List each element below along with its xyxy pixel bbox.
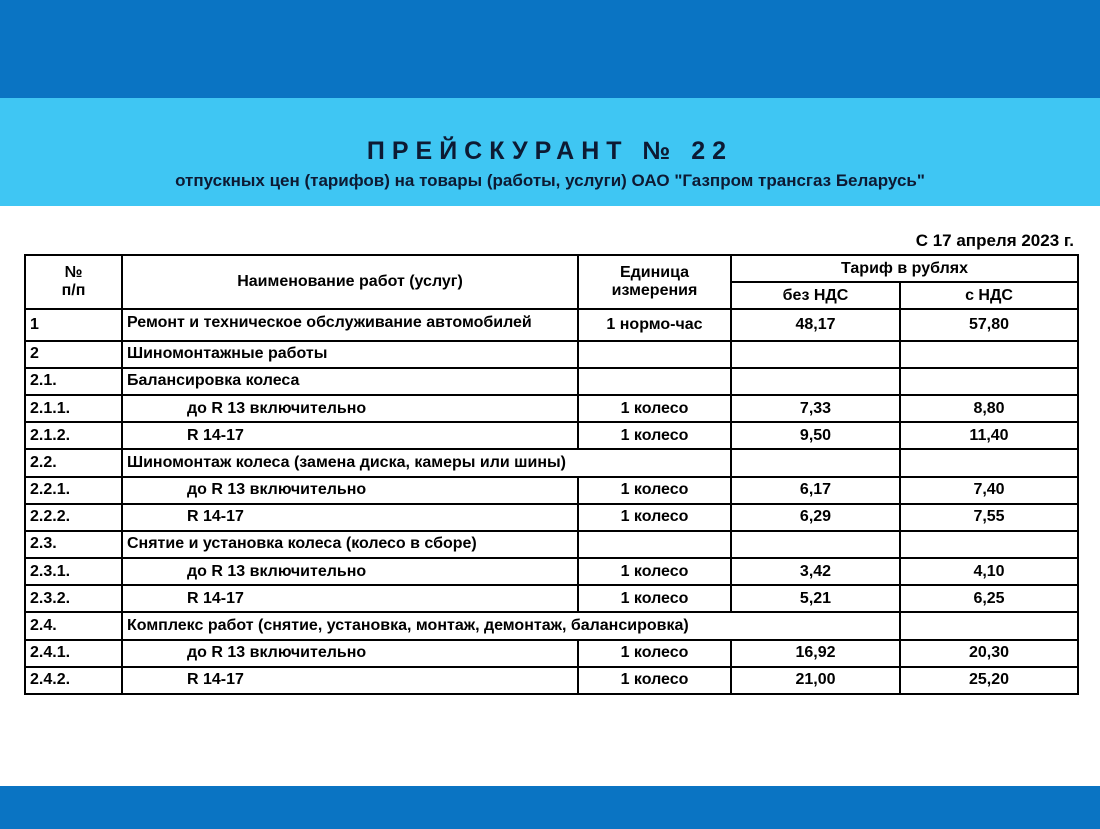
- column-header-unit-line2: измерения: [611, 282, 698, 300]
- row-unit: [578, 531, 731, 558]
- row-unit: [578, 368, 731, 395]
- column-header-number-line2: п/п: [61, 282, 86, 300]
- row-unit: [578, 341, 731, 368]
- row-price-vat: 11,40: [900, 422, 1078, 449]
- row-price-vat: 4,10: [900, 558, 1078, 585]
- row-number: 2.3.: [25, 531, 122, 558]
- column-header-no-vat: без НДС: [731, 282, 900, 309]
- row-number: 2.1.1.: [25, 395, 122, 422]
- row-price-no-vat: [731, 531, 900, 558]
- top-color-band: [0, 0, 1100, 98]
- row-number: 2.2.1.: [25, 477, 122, 504]
- table-row: [25, 667, 1078, 694]
- row-name: Балансировка колеса: [122, 368, 578, 395]
- row-name: R 14-17: [122, 422, 578, 449]
- row-price-vat: 6,25: [900, 585, 1078, 612]
- row-price-vat: [900, 449, 1078, 476]
- row-price-no-vat: 21,00: [731, 667, 900, 694]
- row-unit: 1 нормо-час: [578, 309, 731, 340]
- row-price-vat: 25,20: [900, 667, 1078, 694]
- row-unit: 1 колесо: [578, 504, 731, 531]
- page-subtitle: отпускных цен (тарифов) на товары (работы, услуги) ОАО "Газпром трансгаз Беларусь": [175, 171, 925, 190]
- row-unit: 1 колесо: [578, 640, 731, 667]
- row-price-vat: [900, 531, 1078, 558]
- row-number: 2.4.2.: [25, 667, 122, 694]
- column-header-unit: [578, 255, 731, 309]
- row-price-vat: 57,80: [900, 309, 1078, 340]
- row-number: 2.2.: [25, 449, 122, 476]
- bottom-color-band: [0, 786, 1100, 829]
- row-price-vat: [900, 612, 1078, 639]
- row-name: Шиномонтаж колеса (замена диска, камеры или шины): [122, 449, 731, 476]
- row-name: R 14-17: [122, 585, 578, 612]
- column-header-vat: с НДС: [900, 282, 1078, 309]
- table-row: [25, 422, 1078, 449]
- row-price-no-vat: [731, 368, 900, 395]
- row-unit: 1 колесо: [578, 422, 731, 449]
- page-title: ПРЕЙСКУРАНТ № 22: [366, 137, 734, 165]
- row-price-no-vat: 6,17: [731, 477, 900, 504]
- row-price-no-vat: [731, 341, 900, 368]
- row-price-no-vat: 16,92: [731, 640, 900, 667]
- row-price-vat: 7,40: [900, 477, 1078, 504]
- row-name: Ремонт и техническое обслуживание автомобилей: [122, 309, 578, 340]
- row-number: 2.3.1.: [25, 558, 122, 585]
- row-name: Шиномонтажные работы: [122, 341, 578, 368]
- table-row: [25, 395, 1078, 422]
- row-number: 2.1.: [25, 368, 122, 395]
- row-unit: 1 колесо: [578, 667, 731, 694]
- row-price-vat: 7,55: [900, 504, 1078, 531]
- row-price-vat: 20,30: [900, 640, 1078, 667]
- column-header-name: Наименование работ (услуг): [122, 255, 578, 309]
- row-price-no-vat: 9,50: [731, 422, 900, 449]
- row-price-no-vat: 48,17: [731, 309, 900, 340]
- row-unit: 1 колесо: [578, 477, 731, 504]
- table-row: [25, 531, 1078, 558]
- column-header-unit-line1: Единица: [619, 264, 690, 282]
- row-name: до R 13 включительно: [122, 395, 578, 422]
- row-number: 2: [25, 341, 122, 368]
- column-header-tariff: Тариф в рублях: [731, 255, 1078, 282]
- table-row: [25, 640, 1078, 667]
- row-price-vat: [900, 368, 1078, 395]
- table-row: [25, 477, 1078, 504]
- table-row: [25, 449, 1078, 476]
- row-unit: 1 колесо: [578, 395, 731, 422]
- row-price-no-vat: 5,21: [731, 585, 900, 612]
- row-price-no-vat: 7,33: [731, 395, 900, 422]
- row-price-no-vat: 3,42: [731, 558, 900, 585]
- row-number: 2.3.2.: [25, 585, 122, 612]
- row-price-vat: [900, 341, 1078, 368]
- table-row: [25, 341, 1078, 368]
- table-row: [25, 585, 1078, 612]
- column-header-number: [25, 255, 122, 309]
- row-name: до R 13 включительно: [122, 558, 578, 585]
- table-row: [25, 612, 1078, 639]
- row-unit: 1 колесо: [578, 585, 731, 612]
- row-number: 2.4.1.: [25, 640, 122, 667]
- table-row: [25, 504, 1078, 531]
- row-name: Снятие и установка колеса (колесо в сборе): [122, 531, 578, 558]
- price-table: [24, 254, 1079, 695]
- row-number: 2.4.: [25, 612, 122, 639]
- row-price-no-vat: 6,29: [731, 504, 900, 531]
- row-number: 2.1.2.: [25, 422, 122, 449]
- table-row: [25, 558, 1078, 585]
- row-number: 2.2.2.: [25, 504, 122, 531]
- table-row: [25, 368, 1078, 395]
- row-name: до R 13 включительно: [122, 477, 578, 504]
- row-number: 1: [25, 309, 122, 340]
- row-name: R 14-17: [122, 667, 578, 694]
- row-name: Комплекс работ (снятие, установка, монтаж, демонтаж, балансировка): [122, 612, 900, 639]
- table-row: [25, 309, 1078, 340]
- column-header-number-line1: №: [64, 264, 83, 282]
- row-price-no-vat: [731, 449, 900, 476]
- row-price-vat: 8,80: [900, 395, 1078, 422]
- row-unit: 1 колесо: [578, 558, 731, 585]
- effective-date: С 17 апреля 2023 г.: [915, 231, 1074, 250]
- row-name: R 14-17: [122, 504, 578, 531]
- row-name: до R 13 включительно: [122, 640, 578, 667]
